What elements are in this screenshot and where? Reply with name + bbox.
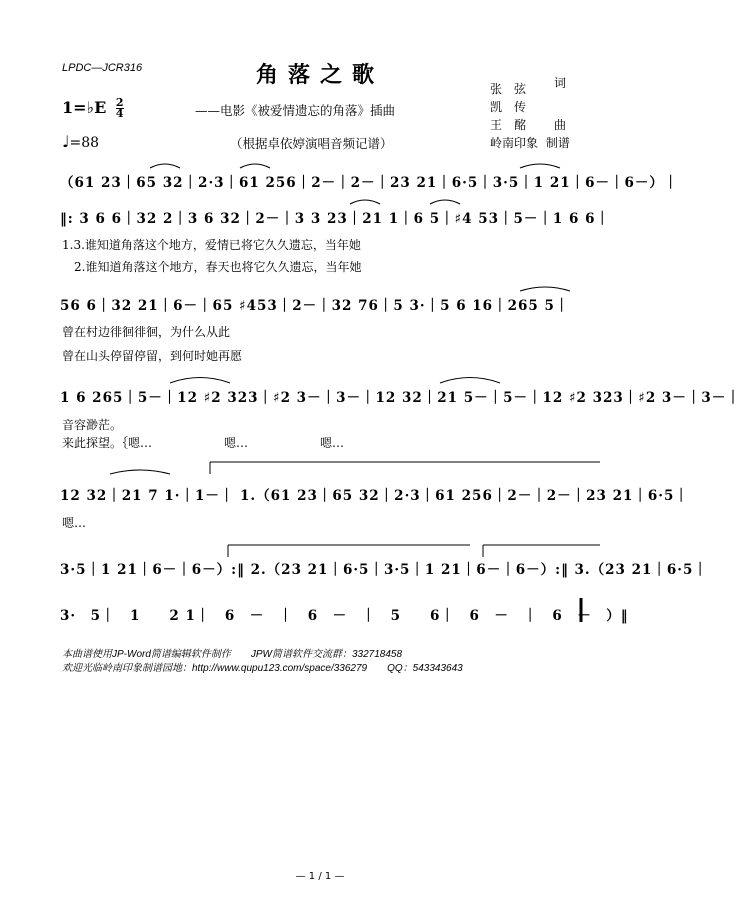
key-label: 1=♭E [62,98,107,117]
song-title: 角落之歌 [255,62,384,88]
credit-name: 张 弦 [490,82,527,96]
staff-line-7: 3· 5｜ 1 2 1｜ 6 － ｜ 6 － ｜ 5 6｜ 6 － ｜ 6 － ）‖ [60,608,629,624]
song-subtitle: ——电影《被爱情遗忘的角落》插曲 [195,103,396,118]
footer-line-2: 欢迎光临岭南印象制谱园地：http://www.qupu123.com/space/336279 QQ：543343643 [62,663,463,674]
lyrics-line-2: 2.谁知道角落这个地方，春天也将它久久遗忘，当年她 [62,260,362,274]
tempo-value: =88 [69,135,100,151]
quarter-note-icon: ♩ [62,132,70,151]
credit-role: 曲 [554,118,567,132]
staff-line-3: 56 6｜32 21｜6－｜65 ♯453｜2－｜32 76｜5 3·｜5 6 16｜265 5｜ [60,298,570,314]
staff-line-2: ‖: 3 6 6｜32 2｜3 6 32｜2－｜3 3 23｜21 1｜6 5｜♯4 53｜5－｜1 6 6｜ [60,211,610,227]
transcription-note: （根据卓依婷演唱音频记谱） [230,136,393,151]
credit-name: 凯 传 [490,100,527,114]
credit-name: 王 酩 [490,118,527,132]
staff-line-6: 3·5｜1 21｜6－｜6－）:‖ 2.（23 21｜6·5｜3·5｜1 21｜6－｜6－）:‖ 3.（23 21｜6·5｜ [60,562,708,578]
page-number: — 1 / 1 — [295,871,345,882]
credit-role: 制谱 [545,136,570,150]
score-code: LPDC—JCR316 [62,62,143,74]
lyrics-line-6: 来此探望。｛嗯… 嗯… 嗯… [62,436,345,450]
credit-role: 词 [554,76,567,90]
footer-line-1: 本曲谱使用JP-Word简谱编辑软件制作 JPW简谱软件交流群：332718458 [62,649,403,660]
lyrics-line-4: 曾在山头停留停留，到何时她再愿 [62,349,243,363]
lyrics-line-1: 1.3.谁知道角落这个地方，爱情已将它久久遗忘，当年她 [62,238,361,252]
lyrics-line-3: 曾在村边徘徊徘徊，为什么从此 [62,325,231,339]
lyrics-line-7: 嗯… [62,516,87,530]
lyrics-line-5: 音容渺茫。 [62,418,123,432]
staff-line-1: （61 23｜65 32｜2·3｜61 256｜2－｜2－｜23 21｜6·5｜3·5｜1 21｜6－｜6－）｜ [60,175,679,191]
staff-line-5: 12 32｜21 7 1·｜1－｜ 1.（61 23｜65 32｜2·3｜61 256｜2－｜2－｜23 21｜6·5｜ [60,488,689,504]
time-denominator: 4 [115,107,124,120]
time-numerator: 2 [115,96,124,109]
staff-line-4: 1 6 265｜5－｜12 ♯2 323｜♯2 3－｜3－｜12 32｜21 5－｜5－｜12 ♯2 323｜♯2 3－｜3－｜ [60,390,741,406]
credit-name: 岭南印象 [490,136,539,150]
